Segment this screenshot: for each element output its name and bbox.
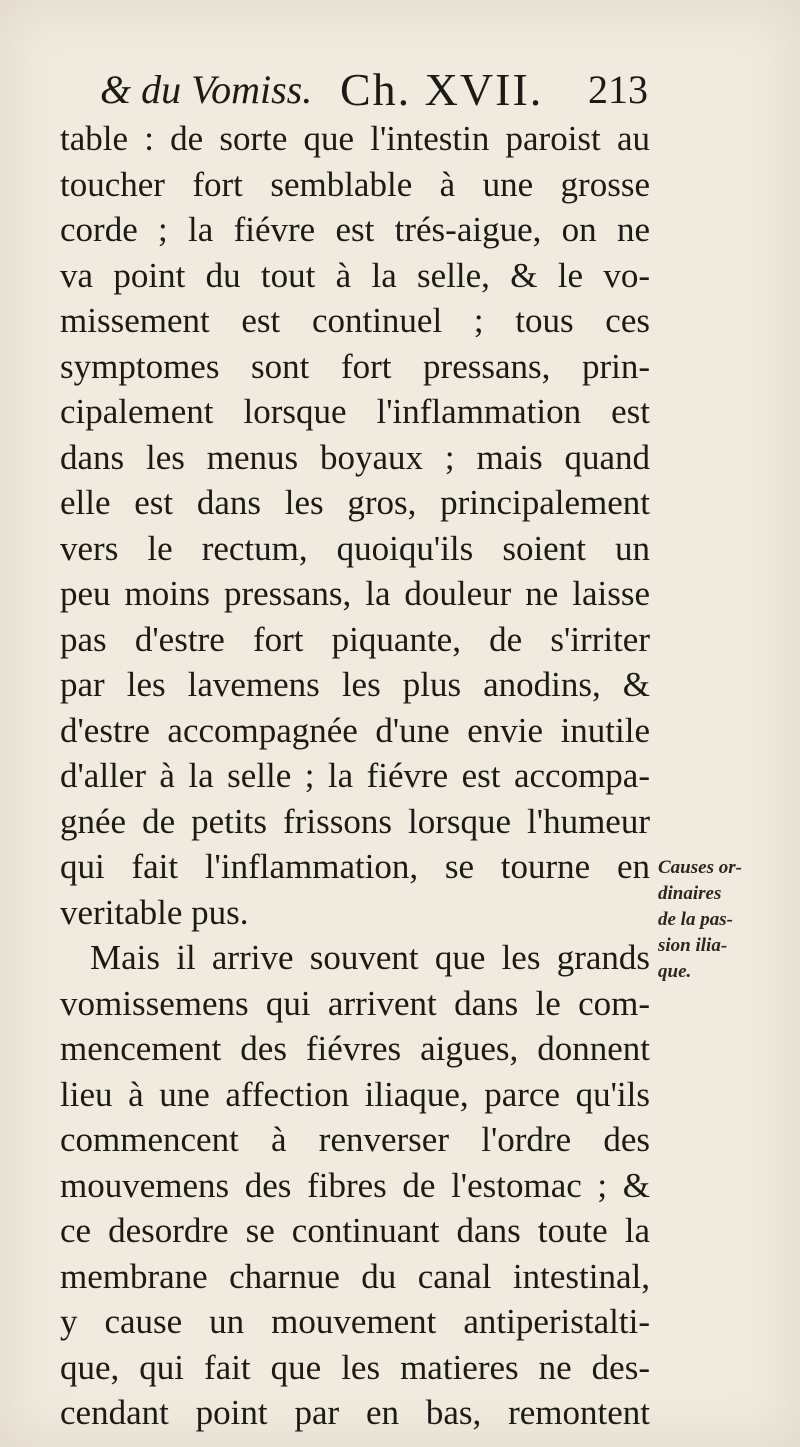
- margin-note-line: de la pas-: [658, 909, 733, 930]
- page-number: 213: [588, 67, 648, 112]
- margin-note-line: que.: [658, 961, 692, 982]
- text-line: elle est dans les gros, principalement: [60, 483, 650, 522]
- text-line: qui fait l'inflammation, se tourne en: [60, 847, 650, 886]
- header-title: & du Vomiss.: [100, 67, 313, 112]
- text-line: ce desordre se continuant dans toute la: [60, 1211, 650, 1250]
- text-line: dans les menus boyaux ; mais quand: [60, 437, 650, 477]
- text-line: va point du tout à la selle, & le vo-: [60, 255, 650, 295]
- text-line: mencement des fiévres aigues, donnent: [60, 1029, 650, 1068]
- text-line: symptomes sont fort pressans, prin-: [60, 346, 650, 386]
- text-line: cipalement lorsque l'inflammation est: [60, 392, 650, 431]
- text-line: que, qui fait que les matieres ne des-: [60, 1347, 650, 1387]
- text-line: corde ; la fiévre est trés-aigue, on ne: [60, 210, 650, 249]
- text-line: pas d'estre fort piquante, de s'irriter: [60, 619, 650, 659]
- text-line: lieu à une affection iliaque, parce qu'ils: [60, 1074, 650, 1114]
- text-line: table : de sorte que l'intestin paroist au: [60, 119, 650, 158]
- text-line: gnée de petits frissons lorsque l'humeur: [60, 801, 650, 841]
- text-line: y cause un mouvement antiperistalti-: [60, 1302, 650, 1341]
- text-line: Mais il arrive souvent que les grands: [90, 938, 650, 977]
- margin-note-line: sion ilia-: [658, 935, 728, 956]
- text-line: par les lavemens les plus anodins, &: [60, 665, 650, 704]
- text-line: vers le rectum, quoiqu'ils soient un: [60, 528, 650, 568]
- header-chapter: Ch. XVII.: [340, 64, 544, 115]
- paragraph-2: [60, 935, 650, 1436]
- text-line: membrane charnue du canal intestinal,: [60, 1256, 650, 1296]
- text-line: cendant point par en bas, remontent: [60, 1393, 650, 1432]
- running-header: [100, 60, 660, 120]
- text-line: missement est continuel ; tous ces: [60, 301, 650, 340]
- text-line: mouvemens des fibres de l'estomac ; &: [60, 1165, 650, 1205]
- margin-note: [658, 855, 778, 985]
- text-line: peu moins pressans, la douleur ne laisse: [60, 574, 650, 613]
- text-line: d'estre accompagnée d'une envie inutile: [60, 710, 650, 750]
- text-line: toucher fort semblable à une grosse: [60, 164, 650, 204]
- text-line: veritable pus.: [60, 892, 249, 932]
- text-line: commencent à renverser l'ordre des: [60, 1120, 650, 1159]
- paragraph-1: [60, 116, 650, 935]
- margin-note-line: dinaires: [658, 883, 722, 904]
- text-line: d'aller à la selle ; la fiévre est accompa-: [60, 756, 650, 795]
- text-line: vomissemens qui arrivent dans le com-: [60, 983, 650, 1023]
- body-text: [60, 116, 650, 1436]
- margin-note-line: Causes or-: [658, 857, 742, 878]
